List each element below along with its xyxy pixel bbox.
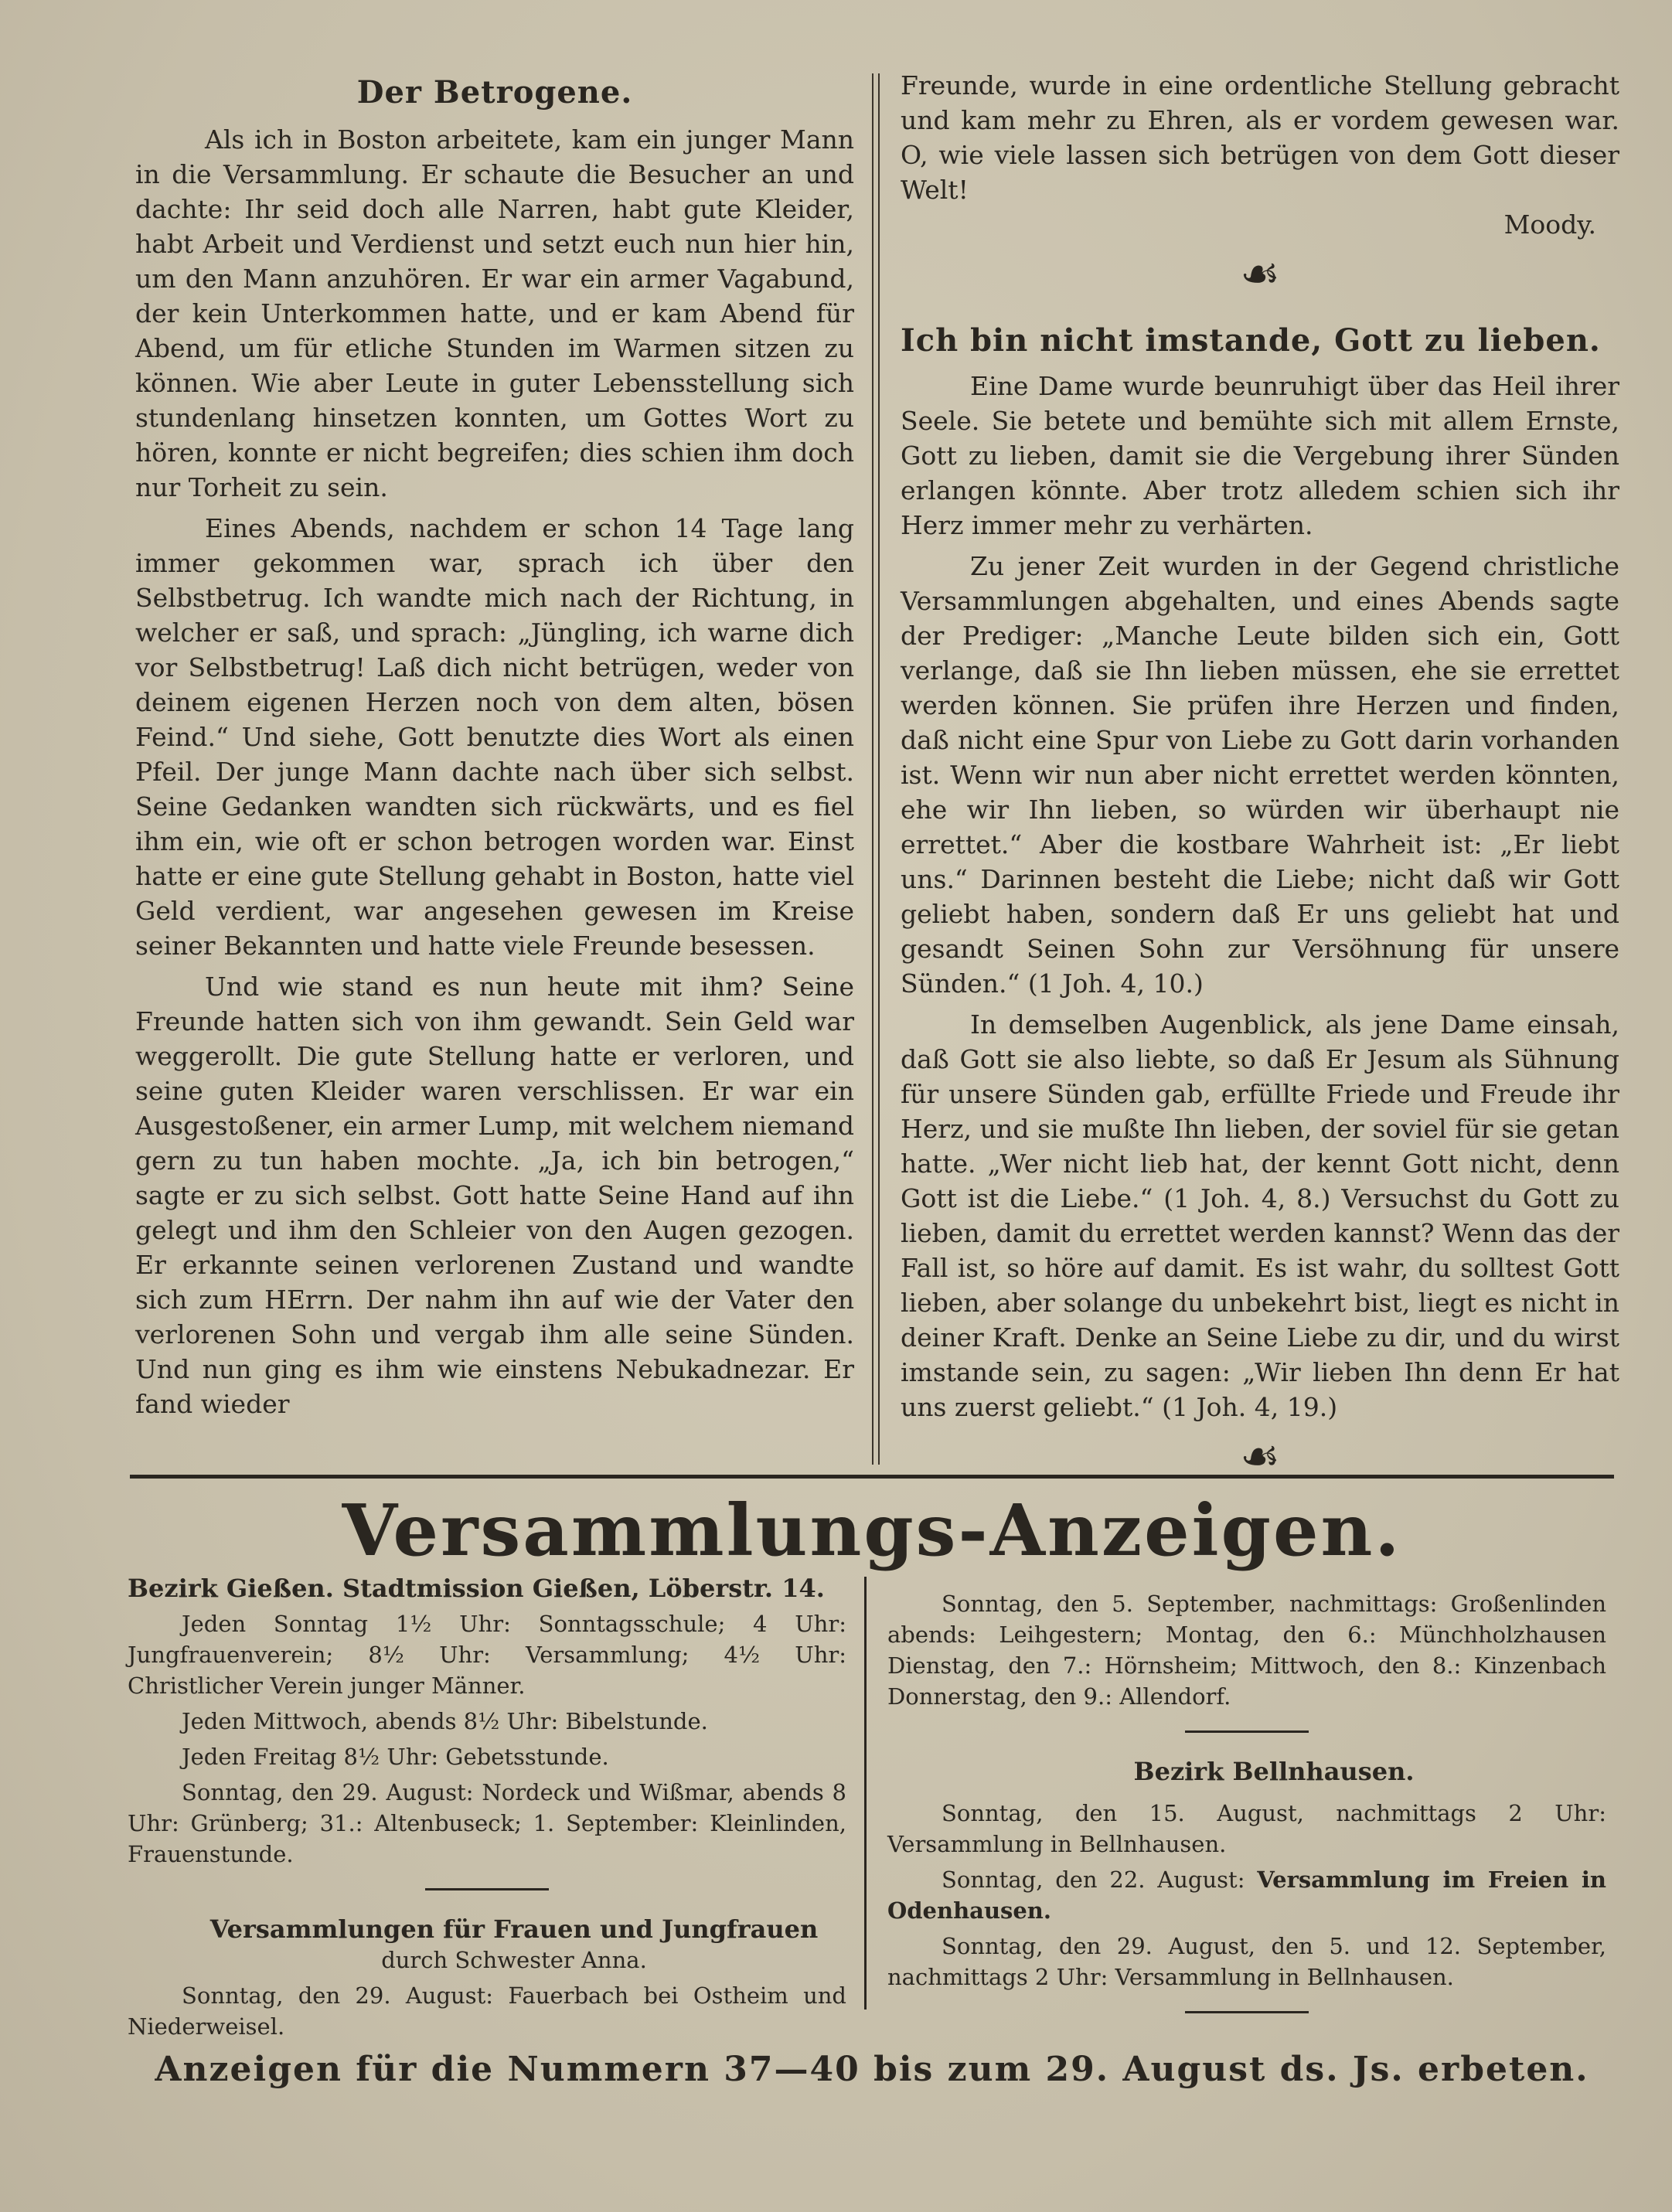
article-paragraph: In demselben Augenblick, als jene Dame einsah, daß Gott sie also liebte, so daß Er Jesum als Sühnung für unsere Sünden gab, erfüllte Friede und Freude ihr Herz, und sie mußte Ihn lieben, der soviel für sie getan hatte. „Wer nicht lieb hat, der kennt Gott nicht, denn Gott ist die Liebe.“ (1 Joh. 4, 8.) Versuchst du Gott zu lieben, damit du errettet werden kannst? Wenn das der Fall ist, so höre auf damit. Es ist wahr, du solltest Gott lieben, aber solange du unbekehrt bist, liegt es nicht in deiner Kraft. Denke an Seine Liebe zu dir, und du wirst imstande sein, zu sagen: „Wir lieben Ihn denn Er hat uns zuerst geliebt.“ (1 Joh. 4, 19.)	[901, 1009, 1619, 1422]
district-heading-bellnhausen: Bezirk Bellnhausen.	[1133, 1757, 1415, 1786]
women-meetings-title: Versammlungen für Frauen und Jungfrauen	[209, 1914, 819, 1944]
ads-column-divider	[864, 1577, 867, 2010]
article-paragraph: Eines Abends, nachdem er schon 14 Tage lang immer gekommen war, sprach ich über den Selbstbetrug. Ich wandte mich nach der Richtung, in welcher er saß, und sprach: „Jüngling, ich warne dich vor Selbstbetrug! Laß dich nicht betrügen, weder von deinem eigenen Herzen noch von dem alten, bösen Feind.“ Und siehe, Gott benutzte dies Wort als einen Pfeil. Der junge Mann dachte nach über sich selbst. Seine Gedanken wandten sich rückwärts, und es fiel ihm ein, wie oft er schon betrogen worden war. Einst hatte er eine gute Stellung gehabt in Boston, hatte viel Geld verdient, war angesehen gewesen im Kreise seiner Bekannten und hatte viele Freunde besessen.	[135, 513, 854, 961]
footer-notice: Anzeigen für die Nummern 37—40 bis zum 29. August ds. Js. erbeten.	[155, 2050, 1589, 2089]
short-divider	[1185, 2011, 1309, 2013]
short-divider	[425, 1888, 549, 1890]
article-paragraph: Als ich in Boston arbeitete, kam ein junger Mann in die Versammlung. Er schaute die Besucher an und dachte: Ihr seid doch alle Narren, habt gute Kleider, habt Arbeit und Verdienst und setzt euch nun hier hin, um den Mann anzuhören. Er war ein armer Vagabund, der kein Unterkommen hatte, und er kam Abend für Abend, um für etliche Stunden im Warmen sitzen zu können. Wie aber Leute in guter Lebensstellung sich stundenlang hinsetzen konnten, um Gottes Wort zu hören, konnte er nicht begreifen; dies schien ihm doch nur Torheit zu sein.	[135, 124, 854, 502]
announcement-bold: Versammlung im Freien in Odenhausen.	[887, 1867, 1606, 1924]
article-paragraph: Und wie stand es nun heute mit ihm? Seine Freunde hatten sich von ihm gewandt. Sein Geld war weggerollt. Die gute Stellung hatte er verloren, und seine guten Kleider waren verschlissen. Er war ein Ausgestoßener, ein armer Lump, mit welchem niemand gern zu tun haben mochte. „Ja, ich bin betrogen,“ sagte er zu sich selbst. Gott hatte Seine Hand auf ihn gelegt und ihm den Schleier von den Augen gezogen. Er erkannte seinen verlorenen Zustand und wandte sich zum HErrn. Der nahm ihn auf wie der Vater den verlorenen Sohn und vergab ihm alle seine Sünden. Und nun ging es ihm wie einstens Nebukadnezar. Er fand wieder	[135, 972, 854, 1419]
article-title-lieben: Ich bin nicht imstande, Gott zu lieben.	[901, 322, 1601, 359]
column-divider	[872, 73, 880, 1465]
article-title-betrogene: Der Betrogene.	[356, 74, 633, 111]
announcement-line: Jeden Freitag 8½ Uhr: Gebetsstunde.	[182, 1744, 609, 1770]
announcement-line: Jeden Sonntag 1½ Uhr: Sonntagsschule; 4 Uhr: Jungfrauenverein; 8½ Uhr: Versammlung; 4½ Uhr: Christlicher Verein junger Männer.	[128, 1611, 846, 1699]
announcements-right	[887, 1588, 1606, 2037]
announcement-line: Sonntag, den 29. August, den 5. und 12. September, nachmittags 2 Uhr: Versammlung in Bellnhausen.	[887, 1933, 1606, 1990]
announcement-line: Sonntag, den 5. September, nachmittags: Großenlinden abends: Leihgestern; Montag, den 6.: Münchholzhausen Dienstag, den 7.: Hörnsheim; Mittwoch, den 8.: Kinzenbach Donnerstag, den 9.: Allendorf.	[887, 1591, 1606, 1710]
short-divider	[1185, 1730, 1309, 1733]
article-paragraph: Eine Dame wurde beunruhigt über das Heil ihrer Seele. Sie betete und bemühte sich mit allem Ernste, Gott zu lieben, damit sie die Vergebung ihrer Sünden erlangen könnte. Aber trotz alledem schien sich ihr Herz immer mehr zu verhärten.	[901, 371, 1619, 540]
left-article	[135, 70, 854, 1421]
ornament-icon: ☙	[1240, 247, 1280, 300]
right-article	[901, 68, 1619, 1488]
announcement-line	[887, 1864, 1606, 1926]
article-paragraph: Zu jener Zeit wurden in der Gegend christliche Versammlungen abgehalten, und eines Abends sagte der Prediger: „Manche Leute bilden sich ein, Gott verlange, daß sie Ihn lieben müssen, ehe sie errettet werden können. Sie prüfen ihre Herzen und finden, daß nicht eine Spur von Liebe zu Gott darin vorhanden ist. Wenn wir nun aber nicht errettet werden könnten, ehe wir Ihn lieben, so würden wir überhaupt nie errettet.“ Aber die kostbare Wahrheit ist: „Er liebt uns.“ Darinnen besteht die Liebe; nicht daß wir Gott geliebt haben, sondern daß Er uns geliebt hat und gesandt Seinen Sohn zur Versöhnung für unsere Sünden.“ (1 Joh. 4, 10.)	[901, 551, 1619, 999]
announcement-prefix: Sonntag, den 22. August:	[942, 1867, 1258, 1893]
announcement-line: Sonntag, den 29. August: Nordeck und Wißmar, abends 8 Uhr: Grünberg; 31.: Altenbuseck; 1. September: Kleinlinden, Frauenstunde.	[128, 1779, 846, 1867]
announcements-banner: Versammlungs-Anzeigen.	[342, 1489, 1402, 1572]
announcements-left	[128, 1573, 846, 2042]
article-continuation: Freunde, wurde in eine ordentliche Stellung gebracht und kam mehr zu Ehren, als er vordem gewesen war. O, wie viele lassen sich betrügen von dem Gott dieser Welt!	[901, 70, 1619, 205]
women-meetings-by: durch Schwester Anna.	[381, 1947, 647, 1973]
section-divider	[130, 1475, 1614, 1479]
district-heading-giessen: Bezirk Gießen. Stadtmission Gießen, Löberstr. 14.	[128, 1574, 825, 1603]
author-signature: Moody.	[1503, 209, 1596, 240]
announcement-line: Sonntag, den 15. August, nachmittags 2 Uhr: Versammlung in Bellnhausen.	[887, 1800, 1606, 1857]
ornament-end-icon: ☙	[1240, 1430, 1280, 1482]
announcement-line: Jeden Mittwoch, abends 8½ Uhr: Bibelstunde.	[182, 1708, 708, 1734]
announcement-line: Sonntag, den 29. August: Fauerbach bei Ostheim und Niederweisel.	[128, 1982, 846, 2040]
